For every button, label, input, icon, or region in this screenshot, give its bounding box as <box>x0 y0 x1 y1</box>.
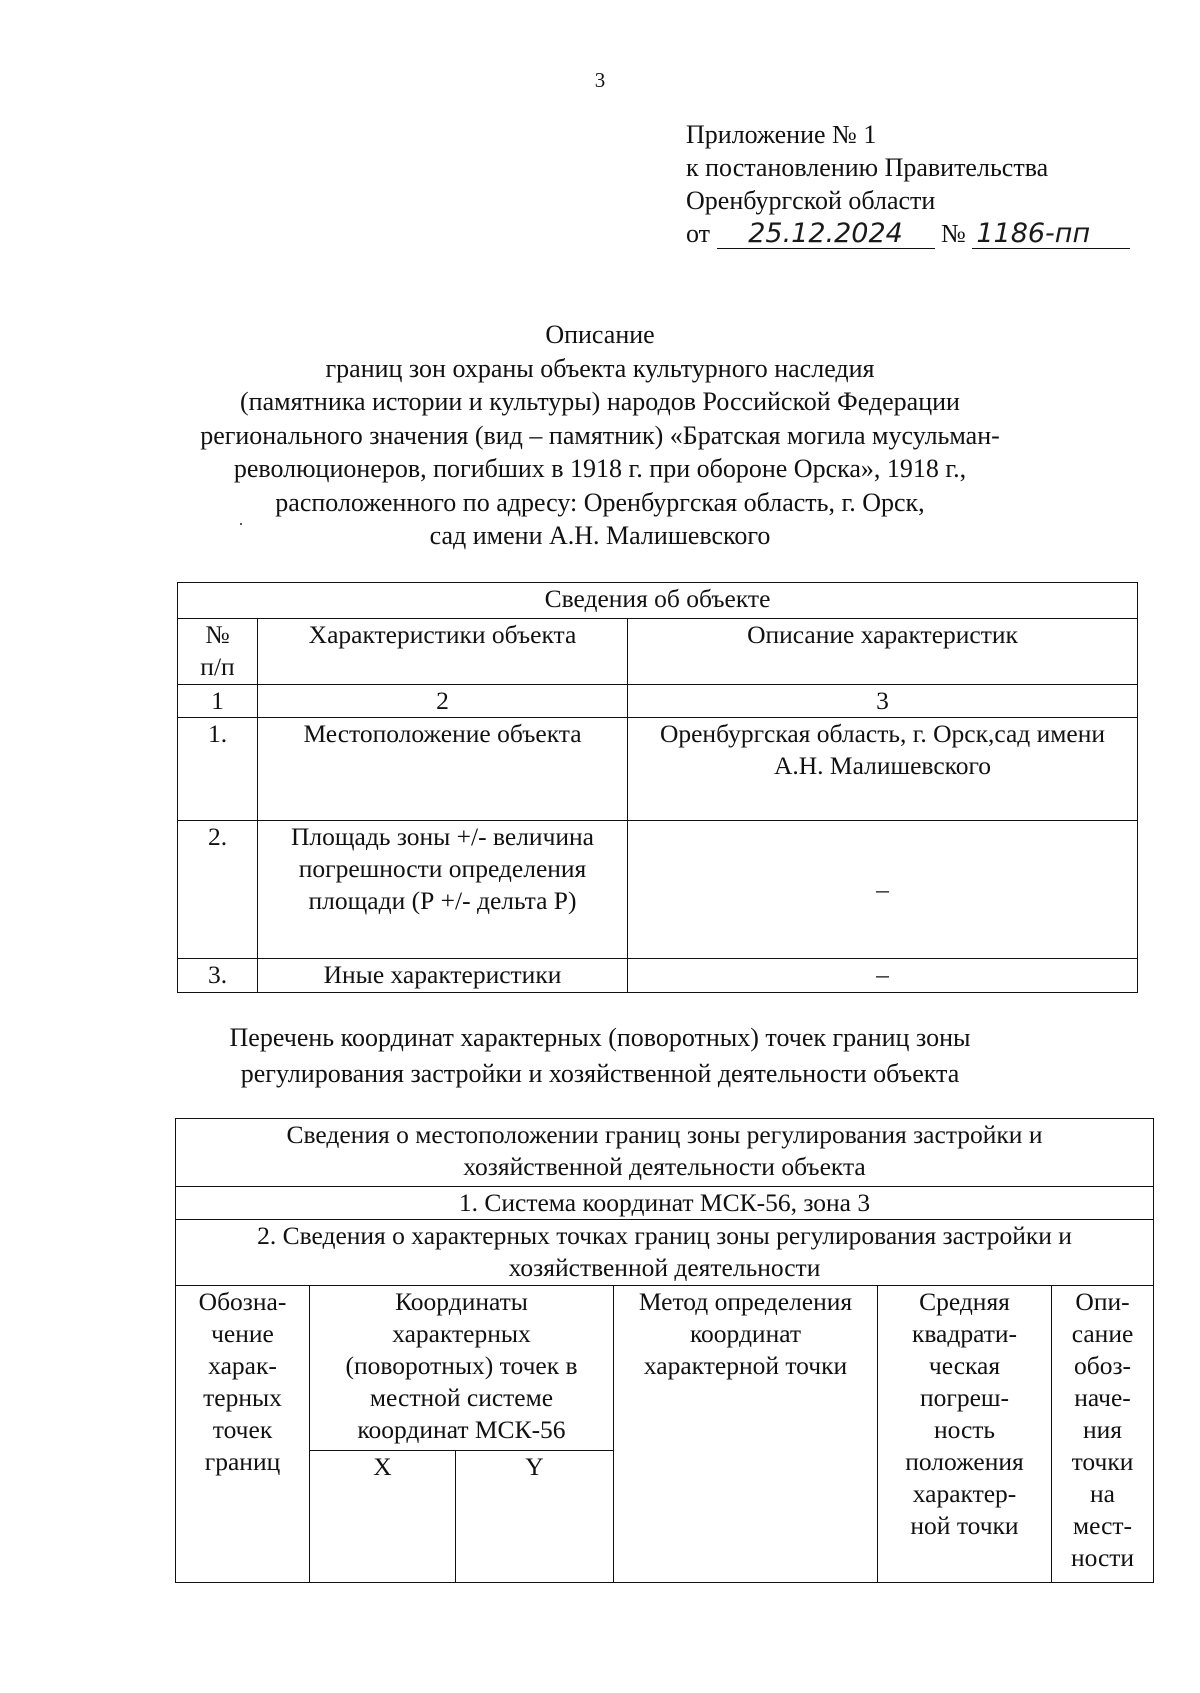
document-title <box>190 318 1010 553</box>
header-x: X <box>310 1451 456 1583</box>
row-num: 1. <box>178 718 258 821</box>
points-caption: 2. Сведения о характерных точках границ зоны регулирования застройки и хозяйственной деятельности <box>176 1220 1154 1286</box>
header-y: Y <box>456 1451 614 1583</box>
header-point-description: Опи-сание обоз-наче-ния точки на мест-ности <box>1052 1286 1154 1583</box>
coordinates-table <box>175 1118 1154 1583</box>
row-characteristic: Площадь зоны +/- величина погрешности определения площади (Р +/- дельта Р) <box>258 821 628 959</box>
header-coordinates: Координаты характерных (поворотных) точек в местной системе координат МСК-56 <box>310 1286 614 1451</box>
table-row <box>176 1187 1154 1220</box>
subtitle-line-1: Перечень координат характерных (поворотных) точек границ зоны <box>229 1023 971 1052</box>
appendix-header <box>686 118 1130 250</box>
index-cell: 1 <box>178 685 258 718</box>
table-row <box>176 1119 1154 1187</box>
title-line-1: Описание <box>545 320 655 349</box>
header-num-line-2: п/п <box>200 652 235 681</box>
appendix-date-line <box>686 217 1130 250</box>
row-num: 2. <box>178 821 258 959</box>
header-description: Описание характеристик <box>628 619 1138 685</box>
header-num-line-1: № <box>205 620 230 649</box>
number-label: № <box>941 219 966 248</box>
row-characteristic: Иные характеристики <box>258 959 628 993</box>
row-description: Оренбургская область, г. Орск,сад имени А.Н. Малишевского <box>628 718 1138 821</box>
coordinates-table-caption: Сведения о местоположении границ зоны регулирования застройки и хозяйственной деятельности объекта <box>176 1119 1154 1187</box>
row-description: – <box>628 821 1138 959</box>
title-line-3: (памятника истории и культуры) народов Российской Федерации <box>240 387 960 416</box>
appendix-line-1: Приложение № 1 <box>686 120 877 149</box>
table-row <box>178 718 1138 821</box>
table-row <box>178 821 1138 959</box>
table-row <box>176 1286 1154 1451</box>
row-num: 3. <box>178 959 258 993</box>
title-line-6: расположенного по адресу: Оренбургская область, г. Орск, <box>275 487 925 517</box>
row-description: – <box>628 959 1138 993</box>
object-table-caption: Сведения об объекте <box>178 583 1138 619</box>
row-characteristic: Местоположение объекта <box>258 718 628 821</box>
index-cell: 3 <box>628 685 1138 718</box>
title-line-2: границ зон охраны объекта культурного наследия <box>325 353 875 383</box>
header-characteristics: Характеристики объекта <box>258 619 628 685</box>
header-method: Метод определения координат характерной точки <box>614 1286 878 1583</box>
from-label: от <box>686 219 711 248</box>
table-row <box>176 1220 1154 1286</box>
coordinates-list-title <box>190 1020 1010 1092</box>
handwritten-date: 25.12.2024 <box>717 220 935 249</box>
scan-speck <box>240 523 242 525</box>
header-point-designation: Обозна-чение харак-терных точек границ <box>176 1286 310 1583</box>
title-line-5: революционеров, погибших в 1918 г. при обороне Орска», 1918 г., <box>233 454 967 483</box>
header-mean-square-error: Средняя квадрати-ческая погреш-ность положения характер-ной точки <box>878 1286 1052 1583</box>
subtitle-line-2: регулирования застройки и хозяйственной деятельности объекта <box>240 1059 960 1088</box>
index-cell: 2 <box>258 685 628 718</box>
object-info-table <box>177 582 1138 993</box>
title-line-4: регионального значения (вид – памятник) «Братская могила мусульман- <box>200 420 1000 450</box>
page-number: 3 <box>594 68 606 92</box>
table-row <box>178 619 1138 685</box>
appendix-line-3: Оренбургской области <box>686 186 936 215</box>
table-row <box>178 583 1138 619</box>
table-row <box>178 685 1138 718</box>
title-line-7: сад имени А.Н. Малишевского <box>429 521 771 550</box>
coordinate-system: 1. Система координат МСК-56, зона 3 <box>176 1187 1154 1220</box>
handwritten-number: 1186-пп <box>972 220 1130 249</box>
header-num <box>178 619 258 685</box>
table-row <box>178 959 1138 993</box>
appendix-line-2: к постановлению Правительства <box>686 153 1049 182</box>
